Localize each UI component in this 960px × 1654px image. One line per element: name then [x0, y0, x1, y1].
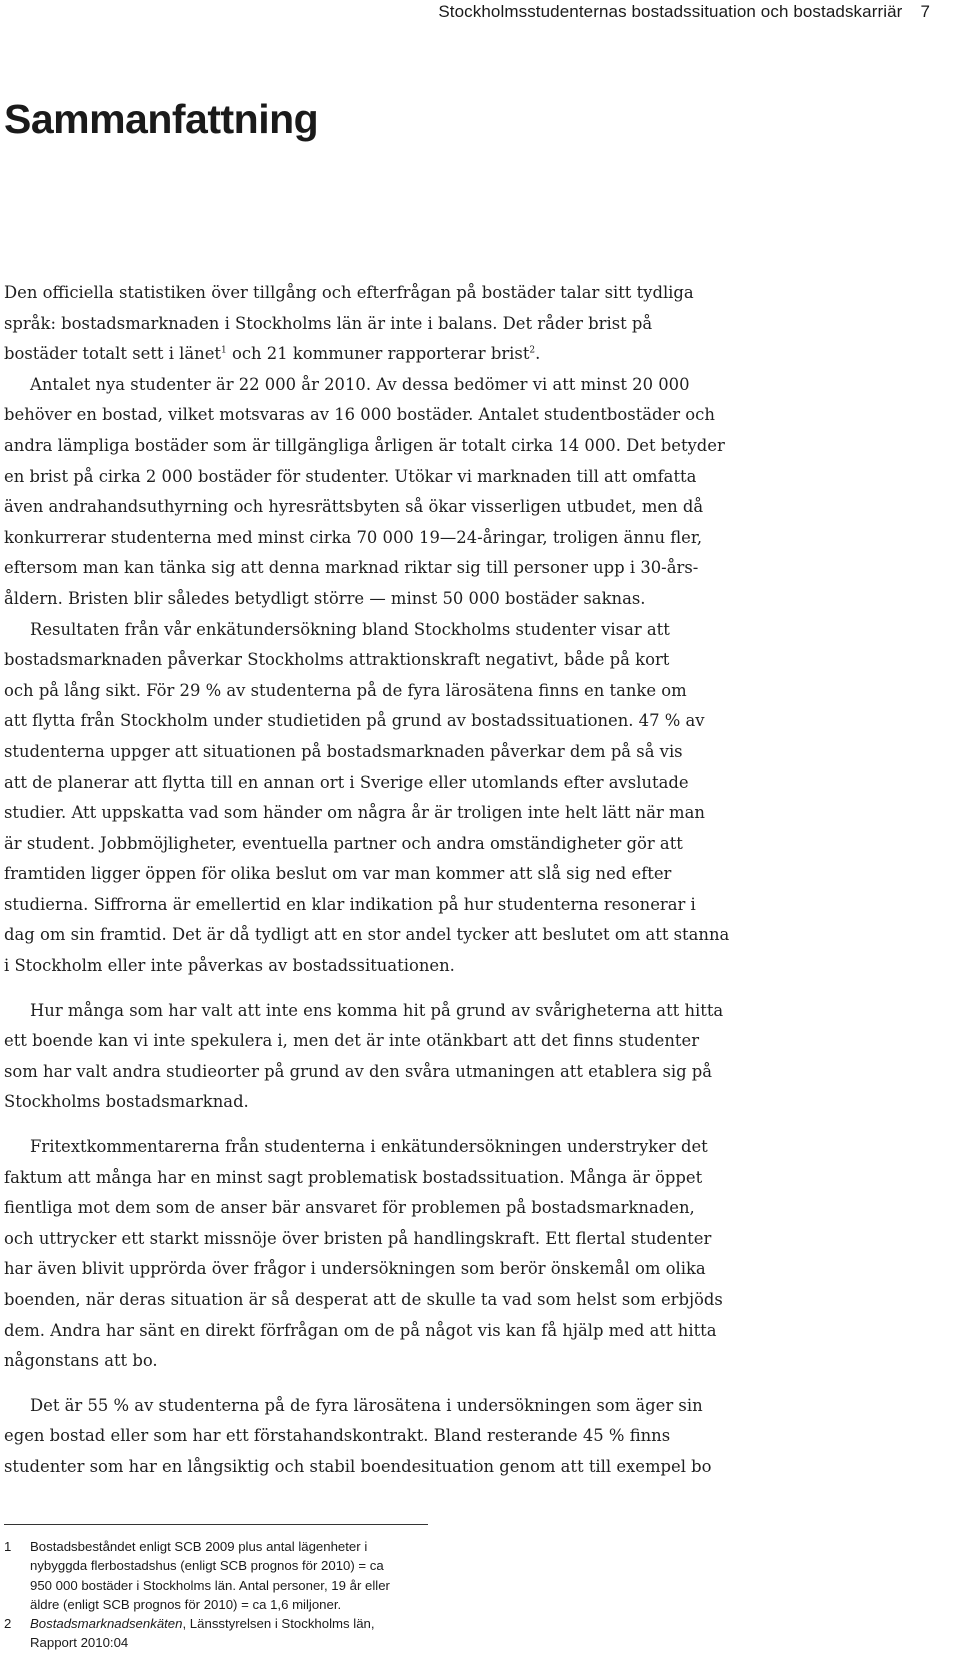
line: eftersom man kan tänka sig att denna marknad riktar sig till personer upp i 30-års- — [4, 558, 699, 578]
paragraph-4 — [4, 996, 764, 1118]
line: och 21 kommuner rapporterar brist — [226, 344, 530, 364]
line: Antalet nya studenter är 22 000 år 2010. Av dessa bedömer vi att minst 20 000 — [30, 374, 690, 394]
paragraph-2 — [4, 370, 764, 615]
line: att flytta från Stockholm under studietiden på grund av bostadssituationen. 47 % av — [4, 711, 705, 731]
line: som har valt andra studieorter på grund av den svåra utmaningen att etablera sig på — [4, 1061, 713, 1081]
line: studierna. Siffrorna är emellertid en klar indikation på hur studenterna resonerar i — [4, 894, 696, 914]
footnote-source-title: Bostadsmarknadsenkäten — [30, 1616, 183, 1632]
line: ett boende kan vi inte spekulera i, men det är inte otänkbart att det finns studenter — [4, 1031, 700, 1051]
paragraph-6 — [4, 1391, 764, 1483]
footnote-ref-2[interactable]: 2 — [529, 345, 536, 356]
line: bostäder totalt sett i länet — [4, 344, 222, 364]
footnote-ref-1[interactable]: 1 — [221, 345, 227, 356]
line: boenden, när deras situation är så desperat att de skulle ta vad som helst som erbjöds — [4, 1290, 723, 1309]
footnote-line: nybyggda flerbostadshus (enligt SCB prognos för 2010) = ca — [30, 1558, 384, 1574]
line: konkurrerar studenterna med minst cirka 70 000 19—24-åringar, troligen ännu fler, — [4, 527, 703, 547]
footnote-2 — [4, 1614, 434, 1653]
line: Hur många som har valt att inte ens komma hit på grund av svårigheterna att hitta — [30, 1000, 724, 1020]
running-title: Stockholmsstudenternas bostadssituation och bostadskarriär — [438, 2, 903, 21]
line: har även blivit upprörda över frågor i undersökningen som berör önskemål om olika — [4, 1259, 706, 1279]
line: språk: bostadsmarknaden i Stockholms län är inte i balans. Det råder brist på — [4, 313, 653, 333]
line: och på lång sikt. För 29 % av studenterna på de fyra lärosätena finns en tanke om — [4, 680, 687, 700]
line: bostadsmarknaden påverkar Stockholms attraktionskraft negativt, både på kort — [4, 650, 670, 670]
footnote-1 — [4, 1537, 434, 1614]
footnote-divider — [4, 1524, 428, 1525]
line: dag om sin framtid. Det är då tydligt att en stor andel tycker att beslutet om att stanna — [4, 925, 730, 945]
body-text — [4, 278, 764, 1483]
line: Resultaten från vår enkätundersökning bland Stockholms studenter visar att — [30, 619, 670, 639]
line: i Stockholm eller inte påverkas av bostadssituationen. — [4, 956, 455, 976]
line: studenter som har en långsiktig och stabil boendesituation genom att till exempel bo — [4, 1456, 712, 1476]
footnote-line: 950 000 bostäder i Stockholms län. Antal personer, 19 år eller — [30, 1577, 390, 1593]
line: andra lämpliga bostäder som är tillgängliga årligen är totalt cirka 14 000. Det betyder — [4, 435, 725, 455]
footnote-line: Bostadsbeståndet enligt SCB 2009 plus antal lägenheter i — [30, 1539, 368, 1554]
line: egen bostad eller som har ett förstahandskontrakt. Bland resterande 45 % finns — [4, 1426, 671, 1446]
line: studier. Att uppskatta vad som händer om några år är troligen inte helt lätt när man — [4, 803, 705, 823]
footnotes — [4, 1537, 434, 1653]
footnote-line: äldre (enligt SCB prognos för 2010) = ca 1,6 miljoner. — [30, 1596, 342, 1612]
running-header — [350, 2, 930, 22]
line: Stockholms bostadsmarknad. — [4, 1092, 249, 1112]
line: fientliga mot dem som de anser bär ansvaret för problemen på bostadsmarknaden, — [4, 1198, 695, 1218]
line: dem. Andra har sänt en direkt förfrågan om de på något vis kan få hjälp med att hitta — [4, 1320, 717, 1340]
footnote-line — [30, 1614, 434, 1633]
line: Den officiella statistiken över tillgång och efterfrågan på bostäder talar sitt tydliga — [4, 283, 694, 302]
paragraph-5 — [4, 1132, 764, 1377]
line: är student. Jobbmöjligheter, eventuella partner och andra omständigheter gör att — [4, 833, 683, 853]
line: och uttrycker ett starkt missnöje över bristen på handlingskraft. Ett flertal studenter — [4, 1228, 712, 1248]
line: studenterna uppger att situationen på bostadsmarknaden påverkar dem på så vis — [4, 741, 683, 761]
footnote-number: 1 — [4, 1539, 12, 1554]
line: någonstans att bo. — [4, 1351, 158, 1371]
paragraph-1 — [4, 278, 764, 370]
line: framtiden ligger öppen för olika beslut om var man kommer att slå sig ned efter — [4, 864, 672, 884]
line: behöver en bostad, vilket motsvaras av 16 000 bostäder. Antalet studentbostäder och — [4, 405, 715, 425]
line: en brist på cirka 2 000 bostäder för studenter. Utökar vi marknaden till att omfatta — [4, 466, 697, 486]
line: även andrahandsuthyrning och hyresrättsbyten så ökar visserligen utbudet, men då — [4, 497, 704, 517]
footnote-line: Rapport 2010:04 — [30, 1635, 129, 1651]
line: Det är 55 % av studenterna på de fyra lärosätena i undersökningen som äger sin — [30, 1395, 703, 1415]
line: Fritextkommentarerna från studenterna i enkätundersökningen understryker det — [30, 1137, 708, 1157]
line: åldern. Bristen blir således betydligt större — minst 50 000 bostäder saknas. — [4, 588, 646, 608]
line: att de planerar att flytta till en annan ort i Sverige eller utomlands efter avslutade — [4, 772, 689, 792]
line: . — [535, 344, 541, 364]
footnote-number: 2 — [4, 1616, 12, 1632]
paragraph-3 — [4, 615, 764, 982]
page-title: Sammanfattning — [4, 96, 319, 142]
footnote-source-publisher: , Länsstyrelsen i Stockholms län, — [182, 1616, 375, 1632]
page-number: 7 — [920, 2, 930, 21]
line: faktum att många har en minst sagt problematisk bostadssituation. Många är öppet — [4, 1167, 703, 1187]
